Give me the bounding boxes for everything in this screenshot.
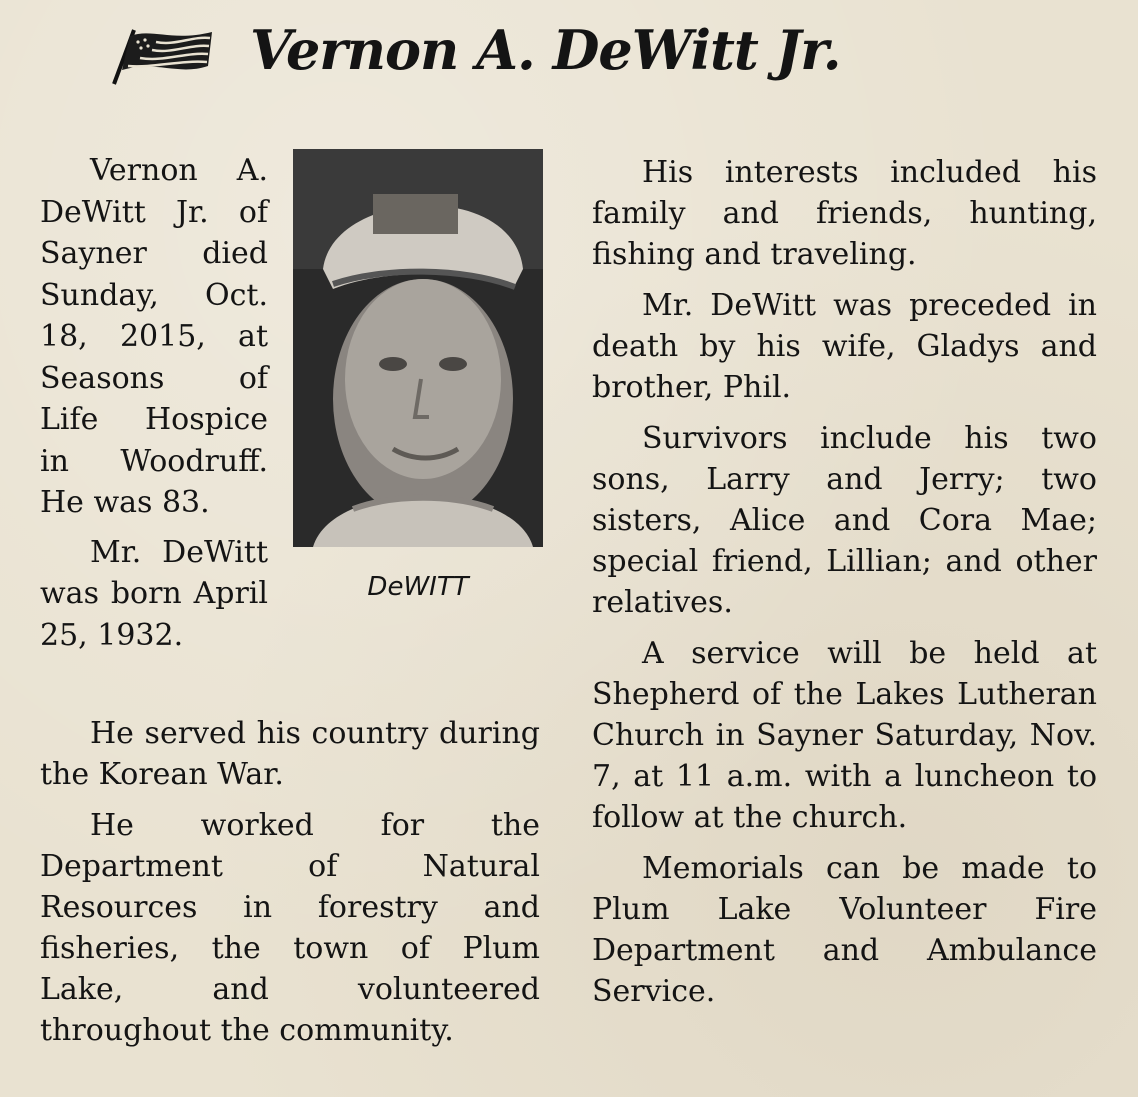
left-column-bottom [40,713,540,1061]
paragraph-military-service: He served his country during the Korean War. [40,716,540,792]
photo-caption: DeWITT [367,572,469,602]
paragraph-birth: Mr. DeWitt was born April 25, 1932. [40,534,268,653]
paragraph-preceded: Mr. DeWitt was preceded in death by his wife, Gladys and brother, Phil. [592,288,1097,405]
paragraph-death-notice: Vernon A. DeWitt Jr. of Sayner died Sunday, Oct. 18, 2015, at Seasons of Life Hospice in Woodruff. He was 83. [40,153,268,520]
right-column [592,152,1097,1022]
left-column-top [40,150,268,656]
paragraph-memorials: Memorials can be made to Plum Lake Volunteer Fire Department and Ambulance Service. [592,851,1097,1009]
american-flag-icon [112,26,216,90]
paragraph-interests: His interests included his family and friends, hunting, fishing and traveling. [592,155,1097,272]
paragraph-survivors: Survivors include his two sons, Larry and Jerry; two sisters, Alice and Cora Mae; special friend, Lillian; and other relatives. [592,421,1097,620]
paragraph-career: He worked for the Department of Natural Resources in forestry and fisheries, the town of Plum Lake, and volunteered throughout the community. [40,808,540,1048]
portrait-photo [293,149,543,547]
paragraph-service: A service will be held at Shepherd of the Lakes Lutheran Church in Sayner Saturday, Nov. 7, at 11 a.m. with a luncheon to follow at the church. [592,636,1097,835]
obituary-headline: Vernon A. DeWitt Jr. [250,18,841,82]
